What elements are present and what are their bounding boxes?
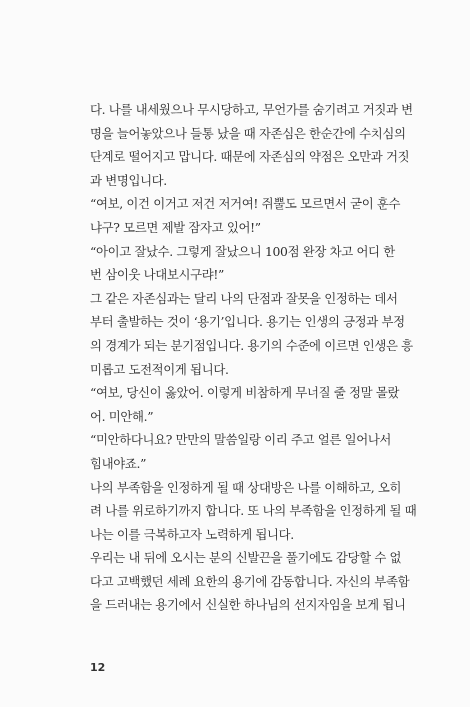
text-line: 우리는 내 뒤에 오시는 분의 신발끈을 풀기에도 감당할 수 없 <box>90 550 402 566</box>
text-line: 다고 고백했던 세례 요한의 용기에 감동합니다. 자신의 부족함 <box>90 573 410 589</box>
text-line: “여보, 이건 이거고 저건 저거여! 쥐뿔도 모르면서 굳이 훈수 <box>90 196 401 212</box>
text-line: 과 변명입니다. <box>90 172 167 188</box>
text-line: 그 같은 자존심과는 달리 나의 단점과 잘못을 인정하는 데서 <box>90 290 398 306</box>
text-line: 나는 이를 극복하고자 노력하게 됩니다. <box>90 526 294 542</box>
text-line: 다. 나를 내세웠으나 무시당하고, 무언가를 숨기려고 거짓과 변 <box>90 102 413 117</box>
text-line: 명을 늘어놓았으나 들통 났을 때 자존심은 한순간에 수치심의 <box>90 125 406 141</box>
text-line: 미롭고 도전적이게 됩니다. <box>90 361 229 377</box>
text-line: 단계로 떨어지고 맙니다. 때문에 자존심의 약점은 오만과 거짓 <box>90 149 410 165</box>
page-number: 12 <box>90 661 106 674</box>
text-line: 어. 미안해.” <box>90 408 154 424</box>
text-line: 번 삼이웃 나대보시구랴!” <box>90 267 224 283</box>
text-line: 려 나를 위로하기까지 합니다. 또 나의 부족함을 인정하게 될 때 <box>90 503 417 519</box>
body-text <box>90 98 435 617</box>
text-line: 의 경계가 되는 분기점입니다. 용기의 수준에 이르면 인생은 흥 <box>90 337 413 353</box>
text-line: 나의 부족함을 인정하게 될 때 상대방은 나를 이해하고, 오히 <box>90 479 402 495</box>
text-line: 냐구? 모르면 제발 잠자고 있어!” <box>90 219 261 235</box>
text-line: 힘내야죠.” <box>90 455 147 471</box>
text-line: “여보, 당신이 옳았어. 이렇게 비참하게 무너질 줄 정말 몰랐 <box>90 385 400 401</box>
text-line: “미안하다니요? 만만의 말씀일랑 이리 주고 얼른 일어나서 <box>90 432 392 448</box>
text-line: 을 드러내는 용기에서 신실한 하나님의 선지자임을 보게 됩니 <box>90 597 406 613</box>
text-line: “아이고 잘났수. 그렇게 잘났으니 100점 완장 차고 어디 한 <box>90 243 395 259</box>
text-line: 부터 출발하는 것이 ‘용기’입니다. 용기는 인생의 긍정과 부정 <box>90 314 405 330</box>
